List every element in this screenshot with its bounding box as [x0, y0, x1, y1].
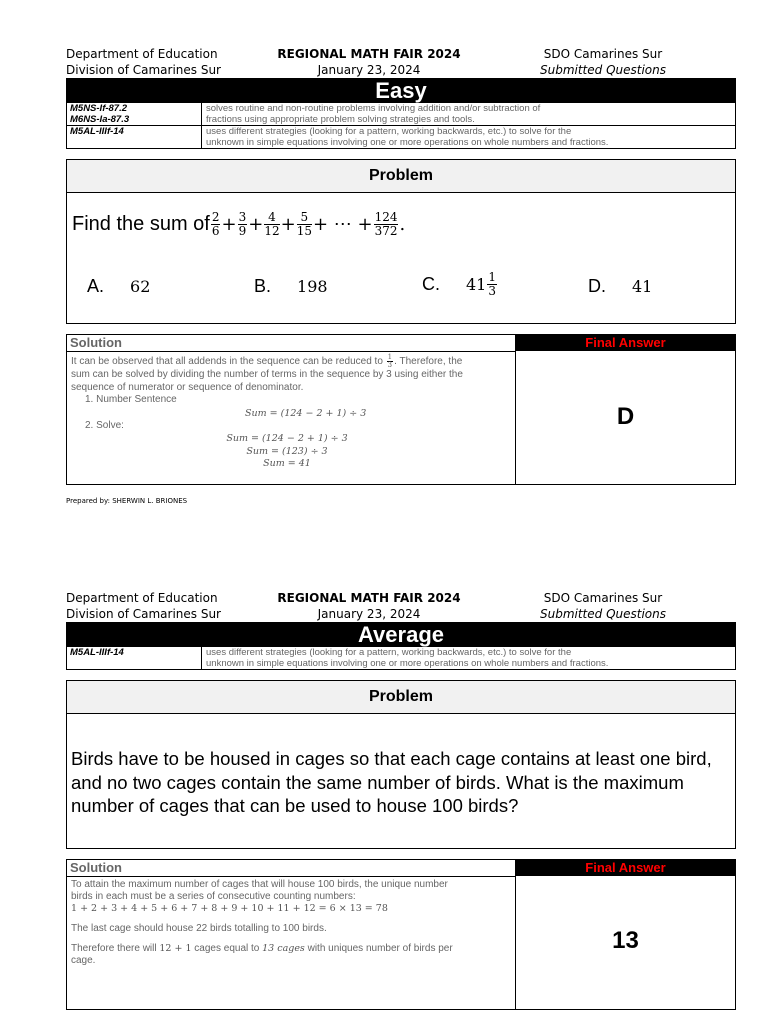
competency-codes: [67, 103, 202, 126]
division-label: Division of Camarines Sur: [66, 607, 221, 621]
solution-heading: Solution: [67, 860, 515, 877]
competency-desc: [202, 103, 736, 126]
solution-heading: Solution: [67, 335, 515, 352]
solution-line: To attain the maximum number of cages that will house 100 birds, the unique number: [71, 879, 448, 890]
fraction: $\frac{1}{3}$: [488, 270, 496, 298]
competency-row: [67, 126, 736, 149]
solution-text: [67, 877, 515, 1009]
solution-box: [66, 859, 736, 1010]
problem-box: [66, 680, 736, 849]
solution-panel: [67, 335, 516, 484]
solution-line: sequence of numerator or sequence of denominator.: [71, 381, 304, 393]
submitted-label: Submitted Questions: [539, 63, 666, 77]
level-title: Easy: [66, 78, 736, 102]
choice-b: B. 198: [254, 276, 328, 296]
solution-line: cage.: [71, 955, 96, 966]
solution-line: It can be observed that all addends in the sequence can be reduced to $\frac{1}{3}$ . Therefore, the: [71, 353, 463, 369]
solution-step: 1. Number Sentence: [85, 394, 177, 405]
problem-text: Birds have to be housed in cages so that each cage contains at least one bird, and no two cages contain the same number of birds. What is the maximum number of cages that can be used to house 100 birds?: [71, 748, 712, 816]
solution-step: 2. Solve:: [85, 420, 124, 431]
equation: Sum = (124 − 2 + 1) ÷ 3: [226, 433, 348, 444]
fraction: $\frac{4}{12}$: [264, 210, 280, 238]
header-right: [540, 46, 666, 78]
fraction: $\frac{5}{15}$: [296, 210, 312, 238]
final-answer-heading: Final Answer: [516, 860, 735, 876]
competency-row: [67, 103, 736, 126]
competency-desc-line: uses different strategies (looking for a pattern, working backwards, etc.) to solve for the: [206, 647, 572, 658]
event-title: REGIONAL MATH FAIR 2024: [277, 47, 461, 61]
problem-body: [67, 193, 735, 323]
solution-panel: [67, 860, 516, 1009]
header-left: [66, 590, 221, 622]
competency-code: M6NS-Ia-87.3: [70, 114, 130, 125]
fraction: $\frac{2}{6}$: [211, 210, 220, 238]
department-label: Department of Education: [66, 47, 218, 61]
final-answer: 13: [612, 927, 639, 954]
submitted-label: Submitted Questions: [539, 607, 666, 621]
problem-statement: Find the sum of $\frac{2}{6}$ + $\frac{3}{9}$ + $\frac{4}{12}$ + $\frac{5}{15}$ + ⋯ + $\frac{124}{372}$ .: [72, 210, 406, 238]
equation: Sum = 41: [263, 458, 311, 469]
fraction: $\frac{3}{9}$: [238, 210, 247, 238]
document-header: [66, 590, 736, 622]
final-answer-heading: Final Answer: [516, 335, 735, 351]
sdo-label: SDO Camarines Sur: [543, 591, 663, 605]
solution-line: Therefore there will 12 + 1 cages equal to 13 cages with uniques number of birds per: [71, 943, 453, 954]
level-title: Average: [66, 622, 736, 646]
problem-text: Find the sum of: [72, 213, 210, 235]
solution-line: birds in each must be a series of consecutive counting numbers:: [71, 891, 356, 902]
solution-line: sum can be solved by dividing the number of terms in the sequence by 3 using either the: [71, 369, 463, 380]
department-label: Department of Education: [66, 591, 218, 605]
event-date: January 23, 2024: [317, 607, 421, 621]
average-section: [66, 590, 736, 1010]
competency-codes: [67, 126, 202, 149]
choice-d: D. 41: [588, 276, 653, 296]
competency-desc-line: unknown in simple equations involving one or more operations on whole numbers and fractions.: [206, 658, 609, 669]
equation: Sum = (124 − 2 + 1) ÷ 3: [245, 408, 367, 419]
competency-desc-line: fractions using appropriate problem solving strategies and tools.: [206, 114, 475, 125]
competency-desc: [202, 647, 736, 670]
competency-code: M5AL-IIIf-14: [70, 647, 124, 658]
header-center: [266, 46, 472, 78]
competency-code: M5NS-If-87.2: [70, 103, 128, 114]
problem-heading: Problem: [67, 681, 735, 714]
equation: 1 + 2 + 3 + 4 + 5 + 6 + 7 + 8 + 9 + 10 + 11 + 12 = 6 × 13 = 78: [71, 903, 388, 914]
competency-desc: [202, 126, 736, 149]
equation: Sum = (123) ÷ 3: [246, 445, 328, 457]
header-center: [266, 590, 472, 622]
competency-table: [66, 102, 736, 149]
sdo-label: SDO Camarines Sur: [543, 47, 663, 61]
competency-codes: [67, 647, 202, 670]
solution-box: [66, 334, 736, 485]
document-header: [66, 46, 736, 78]
event-title: REGIONAL MATH FAIR 2024: [277, 591, 461, 605]
competency-desc-line: solves routine and non-routine problems involving addition and/or subtraction of: [206, 103, 541, 114]
problem-heading: Problem: [67, 160, 735, 193]
event-date: January 23, 2024: [317, 63, 421, 77]
division-label: Division of Camarines Sur: [66, 63, 221, 77]
competency-table: [66, 646, 736, 670]
competency-code: M5AL-IIIf-14: [70, 126, 124, 137]
final-answer: D: [616, 403, 635, 430]
problem-box: [66, 159, 736, 324]
header-right: [540, 590, 666, 622]
header-left: [66, 46, 221, 78]
problem-body: [67, 714, 735, 848]
solution-text: [67, 352, 515, 484]
solution-line: The last cage should house 22 birds totalling to 100 birds.: [71, 923, 327, 934]
fraction: $\frac{1}{3}$: [387, 353, 393, 369]
equation-block: [67, 433, 507, 471]
fraction: $\frac{124}{372}$: [374, 210, 398, 238]
final-answer-panel: [516, 335, 735, 484]
prepared-by: Prepared by: SHERWIN L. BRIONES: [66, 497, 188, 505]
competency-row: [67, 647, 736, 670]
easy-section: [66, 46, 736, 505]
final-answer-panel: [516, 860, 735, 1009]
competency-desc-line: uses different strategies (looking for a pattern, working backwards, etc.) to solve for the: [206, 126, 572, 137]
choice-c: C. 41 $\frac{1}{3}$: [422, 270, 496, 298]
competency-desc-line: unknown in simple equations involving one or more operations on whole numbers and fractions.: [206, 137, 609, 148]
choice-a: A. 62: [87, 276, 151, 296]
